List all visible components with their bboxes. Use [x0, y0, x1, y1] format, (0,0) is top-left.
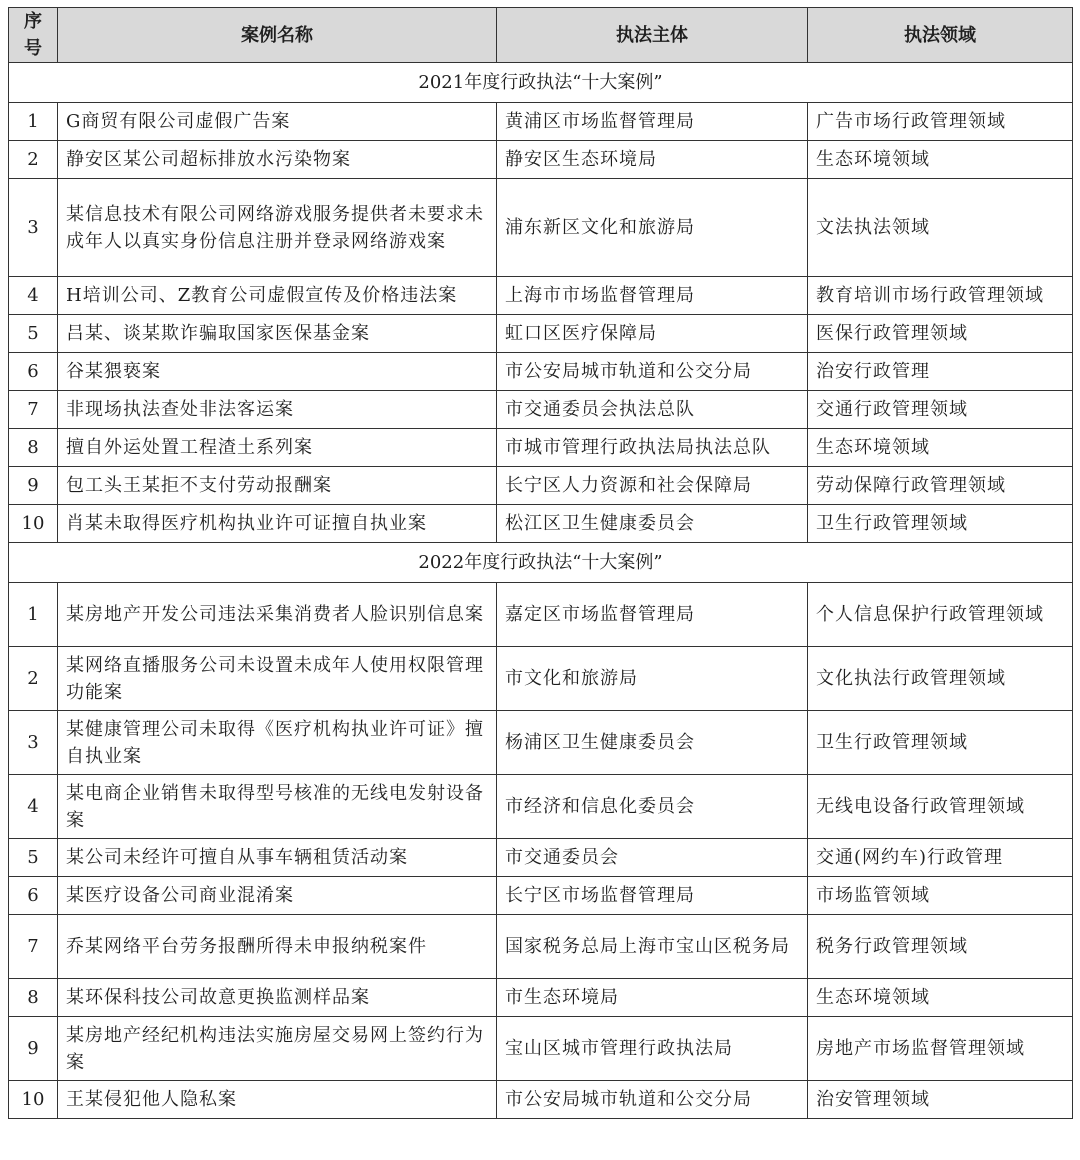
cell-case-name: 某信息技术有限公司网络游戏服务提供者未要求未成年人以真实身份信息注册并登录网络游戏案: [58, 179, 497, 277]
table-row: [9, 103, 1073, 141]
cell-field: 生态环境领域: [808, 429, 1073, 467]
cell-case-name: 某健康管理公司未取得《医疗机构执业许可证》擅自执业案: [58, 711, 497, 775]
cell-agency: 市城市管理行政执法局执法总队: [497, 429, 808, 467]
table-row: [9, 1017, 1073, 1081]
table-row: [9, 877, 1073, 915]
cell-case-name: 包工头王某拒不支付劳动报酬案: [58, 467, 497, 505]
cell-seq: 3: [9, 711, 58, 775]
table-row: [9, 979, 1073, 1017]
cell-seq: 5: [9, 839, 58, 877]
table-body: [9, 63, 1073, 1119]
header-agency: 执法主体: [497, 8, 808, 63]
cell-case-name: 擅自外运处置工程渣土系列案: [58, 429, 497, 467]
cell-agency: 虹口区医疗保障局: [497, 315, 808, 353]
cell-field: 生态环境领域: [808, 979, 1073, 1017]
cell-seq: 8: [9, 429, 58, 467]
cell-agency: 上海市市场监督管理局: [497, 277, 808, 315]
header-case-name: 案例名称: [58, 8, 497, 63]
cell-field: 教育培训市场行政管理领域: [808, 277, 1073, 315]
table-row: [9, 839, 1073, 877]
table-row: [9, 315, 1073, 353]
cell-case-name: 某电商企业销售未取得型号核准的无线电发射设备案: [58, 775, 497, 839]
cell-agency: 松江区卫生健康委员会: [497, 505, 808, 543]
table-row: [9, 179, 1073, 277]
cell-field: 文法执法领域: [808, 179, 1073, 277]
section-row: [9, 543, 1073, 583]
cell-agency: 长宁区人力资源和社会保障局: [497, 467, 808, 505]
table-row: [9, 1081, 1073, 1119]
cell-agency: 黄浦区市场监督管理局: [497, 103, 808, 141]
cell-agency: 市公安局城市轨道和公交分局: [497, 353, 808, 391]
table-row: [9, 711, 1073, 775]
cell-seq: 8: [9, 979, 58, 1017]
cell-field: 交通行政管理领域: [808, 391, 1073, 429]
cell-field: 个人信息保护行政管理领域: [808, 583, 1073, 647]
table-row: [9, 277, 1073, 315]
table-row: [9, 429, 1073, 467]
cell-agency: 杨浦区卫生健康委员会: [497, 711, 808, 775]
cell-agency: 市公安局城市轨道和公交分局: [497, 1081, 808, 1119]
table-header: [9, 8, 1073, 63]
cell-field: 文化执法行政管理领域: [808, 647, 1073, 711]
cell-field: 治安管理领域: [808, 1081, 1073, 1119]
cell-seq: 6: [9, 877, 58, 915]
cell-field: 市场监管领域: [808, 877, 1073, 915]
section-title: 2022年度行政执法“十大案例”: [9, 543, 1073, 583]
cell-seq: 10: [9, 1081, 58, 1119]
cell-case-name: 某医疗设备公司商业混淆案: [58, 877, 497, 915]
cell-seq: 7: [9, 915, 58, 979]
cell-seq: 7: [9, 391, 58, 429]
cell-field: 劳动保障行政管理领域: [808, 467, 1073, 505]
cell-case-name: 非现场执法查处非法客运案: [58, 391, 497, 429]
table-row: [9, 353, 1073, 391]
table-row: [9, 505, 1073, 543]
cell-field: 交通(网约车)行政管理: [808, 839, 1073, 877]
cell-case-name: 某网络直播服务公司未设置未成年人使用权限管理功能案: [58, 647, 497, 711]
cell-seq: 9: [9, 1017, 58, 1081]
cell-case-name: 某环保科技公司故意更换监测样品案: [58, 979, 497, 1017]
cell-seq: 9: [9, 467, 58, 505]
cell-seq: 3: [9, 179, 58, 277]
table-row: [9, 775, 1073, 839]
cell-agency: 市生态环境局: [497, 979, 808, 1017]
cell-field: 生态环境领域: [808, 141, 1073, 179]
section-title: 2021年度行政执法“十大案例”: [9, 63, 1073, 103]
cell-agency: 国家税务总局上海市宝山区税务局: [497, 915, 808, 979]
cell-seq: 1: [9, 103, 58, 141]
table-row: [9, 915, 1073, 979]
cell-field: 卫生行政管理领域: [808, 505, 1073, 543]
cell-case-name: 吕某、谈某欺诈骗取国家医保基金案: [58, 315, 497, 353]
cell-seq: 2: [9, 141, 58, 179]
cell-seq: 2: [9, 647, 58, 711]
enforcement-cases-table: [8, 7, 1073, 1119]
cell-seq: 6: [9, 353, 58, 391]
table-row: [9, 647, 1073, 711]
table-row: [9, 583, 1073, 647]
cell-case-name: 谷某猥亵案: [58, 353, 497, 391]
cell-agency: 嘉定区市场监督管理局: [497, 583, 808, 647]
cell-agency: 市经济和信息化委员会: [497, 775, 808, 839]
case-table-container: [8, 7, 1072, 1119]
cell-case-name: 某房地产开发公司违法采集消费者人脸识别信息案: [58, 583, 497, 647]
cell-case-name: 王某侵犯他人隐私案: [58, 1081, 497, 1119]
cell-case-name: 静安区某公司超标排放水污染物案: [58, 141, 497, 179]
cell-field: 卫生行政管理领域: [808, 711, 1073, 775]
cell-case-name: H培训公司、Z教育公司虚假宣传及价格违法案: [58, 277, 497, 315]
cell-field: 房地产市场监督管理领域: [808, 1017, 1073, 1081]
cell-field: 税务行政管理领域: [808, 915, 1073, 979]
cell-seq: 4: [9, 775, 58, 839]
cell-seq: 10: [9, 505, 58, 543]
cell-agency: 市文化和旅游局: [497, 647, 808, 711]
cell-field: 医保行政管理领域: [808, 315, 1073, 353]
cell-agency: 浦东新区文化和旅游局: [497, 179, 808, 277]
table-row: [9, 141, 1073, 179]
header-seq: 序号: [9, 8, 58, 63]
cell-seq: 5: [9, 315, 58, 353]
cell-field: 无线电设备行政管理领域: [808, 775, 1073, 839]
cell-field: 治安行政管理: [808, 353, 1073, 391]
cell-agency: 长宁区市场监督管理局: [497, 877, 808, 915]
section-row: [9, 63, 1073, 103]
cell-field: 广告市场行政管理领域: [808, 103, 1073, 141]
cell-case-name: 肖某未取得医疗机构执业许可证擅自执业案: [58, 505, 497, 543]
table-row: [9, 391, 1073, 429]
cell-agency: 静安区生态环境局: [497, 141, 808, 179]
cell-seq: 1: [9, 583, 58, 647]
cell-seq: 4: [9, 277, 58, 315]
cell-case-name: 某房地产经纪机构违法实施房屋交易网上签约行为案: [58, 1017, 497, 1081]
header-field: 执法领域: [808, 8, 1073, 63]
cell-agency: 市交通委员会: [497, 839, 808, 877]
cell-case-name: 某公司未经许可擅自从事车辆租赁活动案: [58, 839, 497, 877]
cell-case-name: 乔某网络平台劳务报酬所得未申报纳税案件: [58, 915, 497, 979]
cell-agency: 宝山区城市管理行政执法局: [497, 1017, 808, 1081]
cell-agency: 市交通委员会执法总队: [497, 391, 808, 429]
table-row: [9, 467, 1073, 505]
cell-case-name: G商贸有限公司虚假广告案: [58, 103, 497, 141]
